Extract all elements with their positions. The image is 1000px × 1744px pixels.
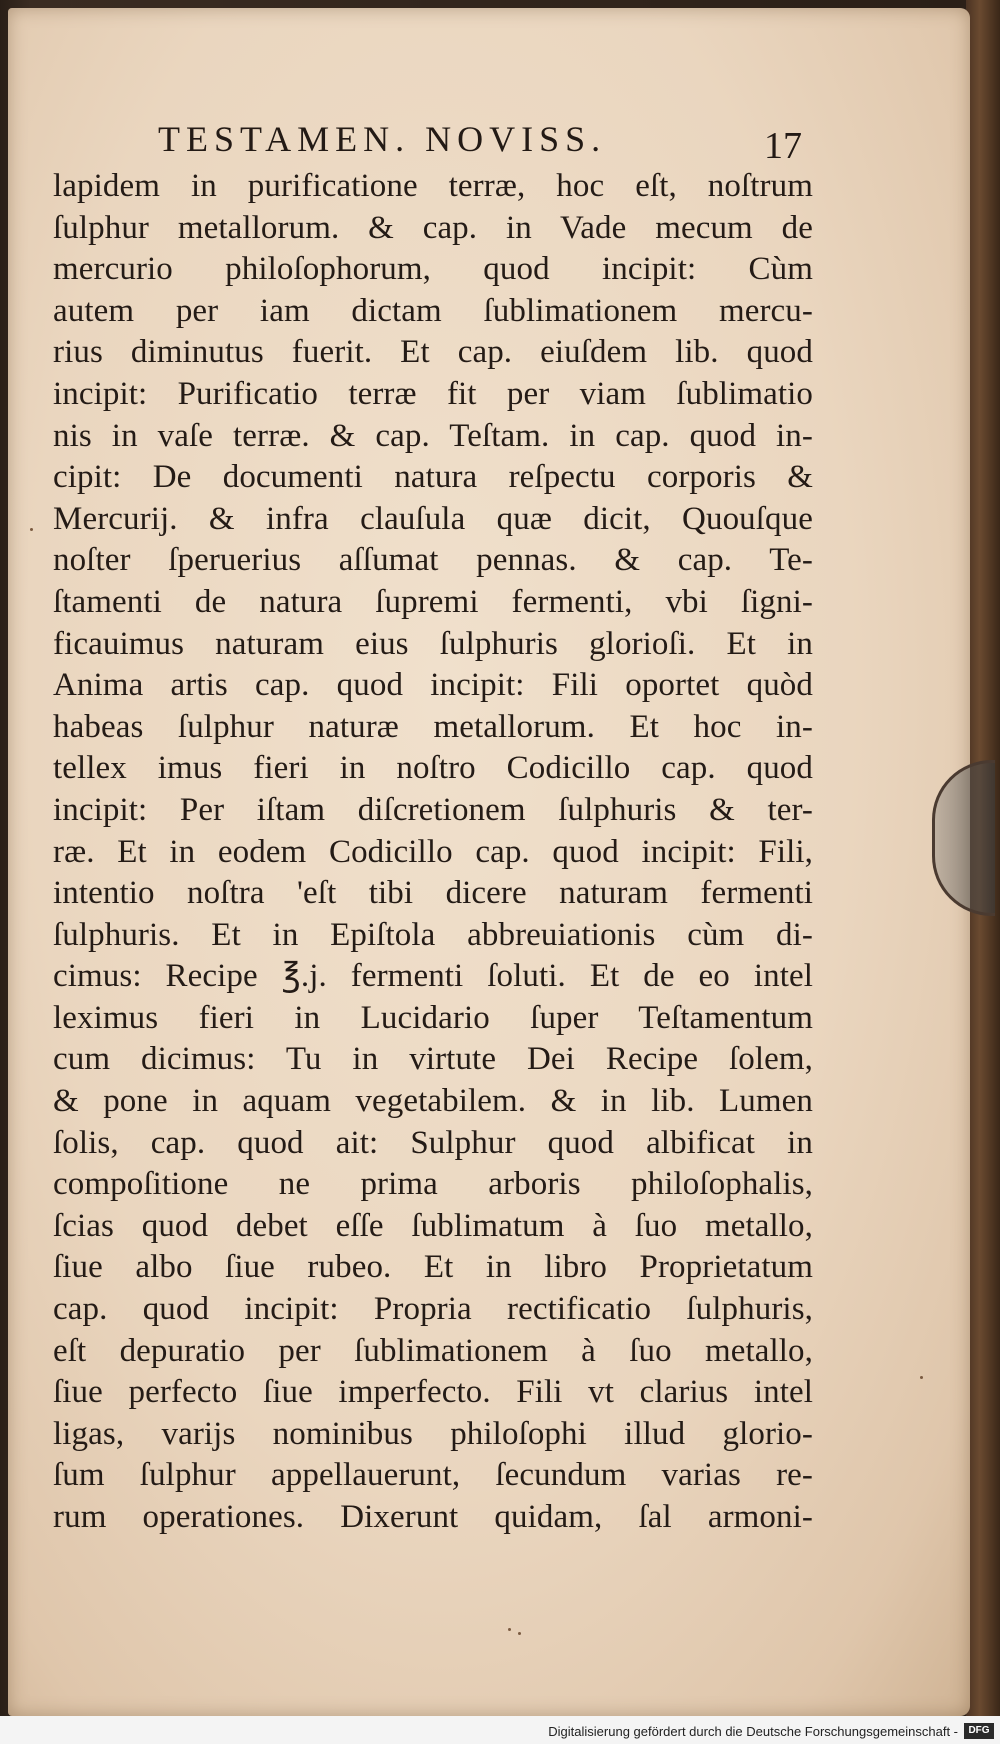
text-line: nis in vaſe terræ. & cap. Teſtam. in cap. quod in- bbox=[53, 417, 813, 454]
text-line: cap. quod incipit: Propria rectificatio ſulphuris, bbox=[53, 1291, 813, 1328]
text-line: ſtamenti de natura ſupremi fermenti, vbi ſigni- bbox=[53, 583, 813, 620]
text-line: ligas, varijs nominibus philoſophi illud glorio- bbox=[53, 1415, 813, 1452]
text-line: & pone in aquam vegetabilem. & in lib. Lumen bbox=[53, 1083, 813, 1120]
text-line: rum operationes. Dixerunt quidam, ſal armoni- bbox=[53, 1499, 813, 1535]
text-line: autem per iam dictam ſublimationem mercu- bbox=[53, 292, 813, 329]
text-line: mercurio philoſophorum, quod incipit: Cùm bbox=[53, 251, 813, 288]
paper-speck bbox=[920, 1376, 923, 1379]
text-line: leximus fieri in Lucidario ſuper Teſtamentum bbox=[53, 999, 813, 1036]
text-line: lapidem in purificatione terræ, hoc eſt, noſtrum bbox=[53, 168, 813, 204]
text-line: intentio noſtra 'eſt tibi dicere naturam fermenti bbox=[53, 875, 813, 912]
text-line: incipit: Per iſtam diſcretionem ſulphuris & ter- bbox=[53, 791, 813, 828]
text-line: cum dicimus: Tu in virtute Dei Recipe ſolem, bbox=[53, 1041, 813, 1078]
text-line: ſulphuris. Et in Epiſtola abbreuiationis cùm di- bbox=[53, 916, 813, 953]
text-line: ſulphur metallorum. & cap. in Vade mecum de bbox=[53, 209, 813, 246]
footer-bar bbox=[0, 1716, 1000, 1744]
text-line: tellex imus fieri in noſtro Codicillo cap. quod bbox=[53, 750, 813, 787]
paper-speck bbox=[508, 1628, 511, 1631]
body-text bbox=[53, 166, 813, 1539]
paper-speck bbox=[30, 528, 33, 531]
text-line: noſter ſperuerius aſſumat pennas. & cap. Te- bbox=[53, 542, 813, 579]
dfg-logo: DFG bbox=[964, 1723, 994, 1739]
text-line: ſcias quod debet eſſe ſublimatum à ſuo metallo, bbox=[53, 1207, 813, 1244]
text-line: habeas ſulphur naturæ metallorum. Et hoc in- bbox=[53, 708, 813, 745]
funding-credit: Digitalisierung gefördert durch die Deutsche Forschungsgemeinschaft - bbox=[548, 1724, 958, 1739]
text-line: cimus: Recipe ℥.j. fermenti ſoluti. Et de eo intel bbox=[53, 958, 813, 995]
text-line: ræ. Et in eodem Codicillo cap. quod incipit: Fili, bbox=[53, 833, 813, 870]
text-line: Anima artis cap. quod incipit: Fili oportet quòd bbox=[53, 667, 813, 704]
text-line: incipit: Purificatio terræ fit per viam ſublimatio bbox=[53, 375, 813, 412]
text-line: ſum ſulphur appellauerunt, ſecundum varias re- bbox=[53, 1457, 813, 1494]
text-line: ſiue albo ſiue rubeo. Et in libro Proprietatum bbox=[53, 1249, 813, 1286]
text-line: Mercurij. & infra clauſula quæ dicit, Quouſque bbox=[53, 500, 813, 537]
text-line: rius diminutus fuerit. Et cap. eiuſdem lib. quod bbox=[53, 334, 813, 371]
text-line: eſt depuratio per ſublimationem à ſuo metallo, bbox=[53, 1332, 813, 1369]
text-line: compoſitione ne prima arboris philoſophalis, bbox=[53, 1166, 813, 1203]
text-line: cipit: De documenti natura reſpectu corporis & bbox=[53, 459, 813, 496]
running-header: TESTAMEN. NOVISS. bbox=[158, 119, 607, 159]
text-line: ſolis, cap. quod ait: Sulphur quod albificat in bbox=[53, 1124, 813, 1161]
book-page bbox=[8, 8, 970, 1716]
paper-speck bbox=[518, 1632, 521, 1635]
text-line: ficauimus naturam eius ſulphuris glorioſi. Et in bbox=[53, 625, 813, 662]
page-number: 17 bbox=[764, 125, 802, 167]
text-line: ſiue perfecto ſiue imperfecto. Fili vt clarius intel bbox=[53, 1374, 813, 1411]
